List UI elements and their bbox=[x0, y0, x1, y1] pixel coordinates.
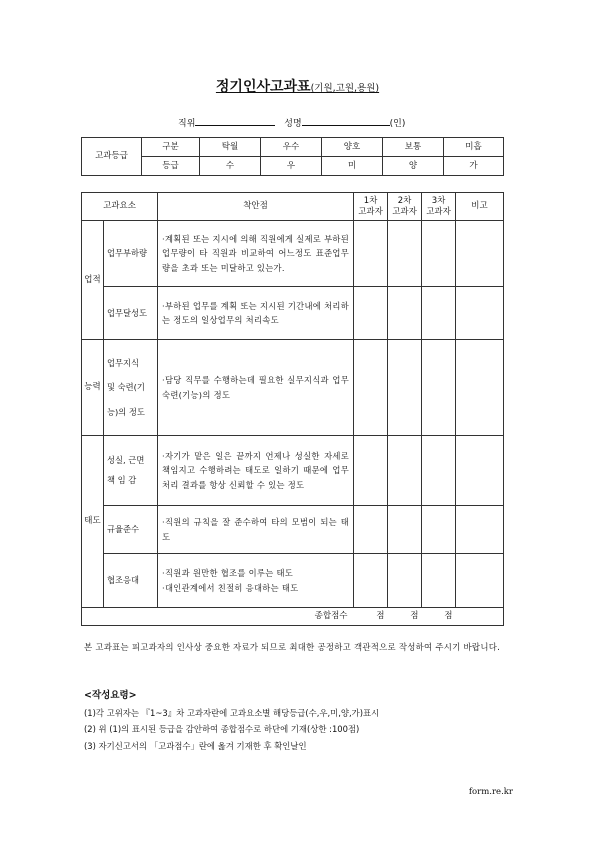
focus-discipline: ·직원의 규칙을 잘 준수하여 타의 모범이 되는 태도 bbox=[158, 506, 354, 554]
name-field[interactable] bbox=[302, 116, 390, 126]
name-label: 성명 bbox=[284, 119, 302, 129]
score-cell[interactable] bbox=[388, 506, 422, 554]
score-cell[interactable] bbox=[422, 287, 456, 340]
focus-workload: ·계획된 또는 지시에 의해 직원에게 실제로 부하된 업무량이 타 직원과 비교하여 어느정도 표준업무량을 초과 또는 미달하고 있는가. bbox=[158, 221, 354, 287]
header-rater3: 3차 고과자 bbox=[422, 193, 456, 221]
header-remarks: 비고 bbox=[456, 193, 504, 221]
grade-header-cell: 양호 bbox=[322, 138, 383, 157]
score-cell[interactable] bbox=[354, 340, 388, 436]
document-title bbox=[0, 76, 595, 96]
remarks-cell[interactable] bbox=[456, 436, 504, 506]
score-cell[interactable] bbox=[422, 221, 456, 287]
title-sub: (기원,고원,용원) bbox=[310, 83, 380, 94]
guide-line: (3) 자기신고서의 「고과점수」란에 옮겨 기재한 후 확인날인 bbox=[84, 740, 307, 751]
total-label: 종합점수 bbox=[82, 608, 354, 626]
grade-header-cell: 보통 bbox=[383, 138, 444, 157]
focus-achievement: ·부하된 업무를 계획 또는 지시된 기간내에 처리하는 정도의 일상업무의 처리속도 bbox=[158, 287, 354, 340]
total-rater2[interactable]: 점 bbox=[388, 608, 422, 626]
score-cell[interactable] bbox=[388, 221, 422, 287]
total-remarks bbox=[456, 608, 504, 626]
grade-value-cell: 가 bbox=[444, 157, 504, 176]
instruction-note: 본 고과표는 피고과자의 인사상 중요한 자료가 되므로 최대한 공정하고 객관적으로 작성하여 주시기 바랍니다. bbox=[84, 642, 501, 652]
grade-header-cell: 구분 bbox=[142, 138, 200, 157]
score-cell[interactable] bbox=[422, 340, 456, 436]
remarks-cell[interactable] bbox=[456, 287, 504, 340]
score-cell[interactable] bbox=[354, 554, 388, 608]
score-cell[interactable] bbox=[354, 221, 388, 287]
score-cell[interactable] bbox=[354, 436, 388, 506]
score-cell[interactable] bbox=[388, 436, 422, 506]
grade-header-cell: 미흡 bbox=[444, 138, 504, 157]
header-element: 고과요소 bbox=[82, 193, 158, 221]
guide-line: (1)각 고위자는 『1~3』차 고과자란에 고과요소별 해당등급(수,우,미,양,가)표시 bbox=[84, 708, 380, 718]
position-field[interactable] bbox=[195, 116, 275, 126]
score-cell[interactable] bbox=[422, 554, 456, 608]
grade-label: 고과등급 bbox=[82, 138, 142, 176]
element-knowledge: 업무지식 및 숙련(기 능)의 정도 bbox=[104, 340, 158, 436]
grade-table bbox=[81, 137, 504, 176]
evaluation-table bbox=[81, 192, 504, 626]
header-focus: 착안점 bbox=[158, 193, 354, 221]
grade-value-cell: 수 bbox=[200, 157, 261, 176]
grade-value-cell: 양 bbox=[383, 157, 444, 176]
focus-diligence: ·자기가 맡은 일은 끝까지 언제나 성실한 자세로 책임지고 수행하려는 태도로 일하기 때문에 업무처리 결과를 항상 신뢰할 수 있는 정도 bbox=[158, 436, 354, 506]
remarks-cell[interactable] bbox=[456, 340, 504, 436]
focus-knowledge: ·담당 직무를 수행하는데 필요한 실무지식과 업무숙련(기능)의 정도 bbox=[158, 340, 354, 436]
section-ability: 능력 bbox=[82, 340, 104, 436]
remarks-cell[interactable] bbox=[456, 506, 504, 554]
remarks-cell[interactable] bbox=[456, 221, 504, 287]
guide-title: <작성요령> bbox=[84, 690, 137, 701]
score-cell[interactable] bbox=[354, 506, 388, 554]
element-cooperation: 협조응대 bbox=[104, 554, 158, 608]
section-performance: 업적 bbox=[82, 221, 104, 340]
guide-line: (2) 위 (1)의 표시된 등급을 감안하여 종합점수로 하단에 기재(상한 :100점) bbox=[84, 724, 360, 735]
footer-source: form.re.kr bbox=[468, 787, 513, 797]
header-rater2: 2차 고과자 bbox=[388, 193, 422, 221]
score-cell[interactable] bbox=[422, 506, 456, 554]
grade-header-cell: 우수 bbox=[261, 138, 322, 157]
header-rater1: 1차 고과자 bbox=[354, 193, 388, 221]
score-cell[interactable] bbox=[422, 436, 456, 506]
title-main: 정기인사고과표 bbox=[215, 79, 311, 95]
remarks-cell[interactable] bbox=[456, 554, 504, 608]
score-cell[interactable] bbox=[388, 287, 422, 340]
element-diligence: 성실, 근면 책 임 감 bbox=[104, 436, 158, 506]
element-discipline: 규율준수 bbox=[104, 506, 158, 554]
seal-mark: (인) bbox=[389, 119, 406, 129]
score-cell[interactable] bbox=[388, 340, 422, 436]
element-workload: 업무부하량 bbox=[104, 221, 158, 287]
position-label: 직위 bbox=[178, 119, 196, 129]
grade-value-cell: 등급 bbox=[142, 157, 200, 176]
grade-value-cell: 우 bbox=[261, 157, 322, 176]
guide-list bbox=[84, 705, 379, 754]
section-attitude: 태도 bbox=[82, 436, 104, 608]
grade-value-cell: 미 bbox=[322, 157, 383, 176]
signature-line bbox=[178, 116, 405, 129]
total-rater3[interactable]: 점 bbox=[422, 608, 456, 626]
score-cell[interactable] bbox=[354, 287, 388, 340]
total-rater1[interactable]: 점 bbox=[354, 608, 388, 626]
score-cell[interactable] bbox=[388, 554, 422, 608]
element-achievement: 업무달성도 bbox=[104, 287, 158, 340]
grade-header-cell: 탁월 bbox=[200, 138, 261, 157]
focus-cooperation: ·직원과 원만한 협조를 이루는 태도 ·대인관계에서 친절히 응대하는 태도 bbox=[158, 554, 354, 608]
